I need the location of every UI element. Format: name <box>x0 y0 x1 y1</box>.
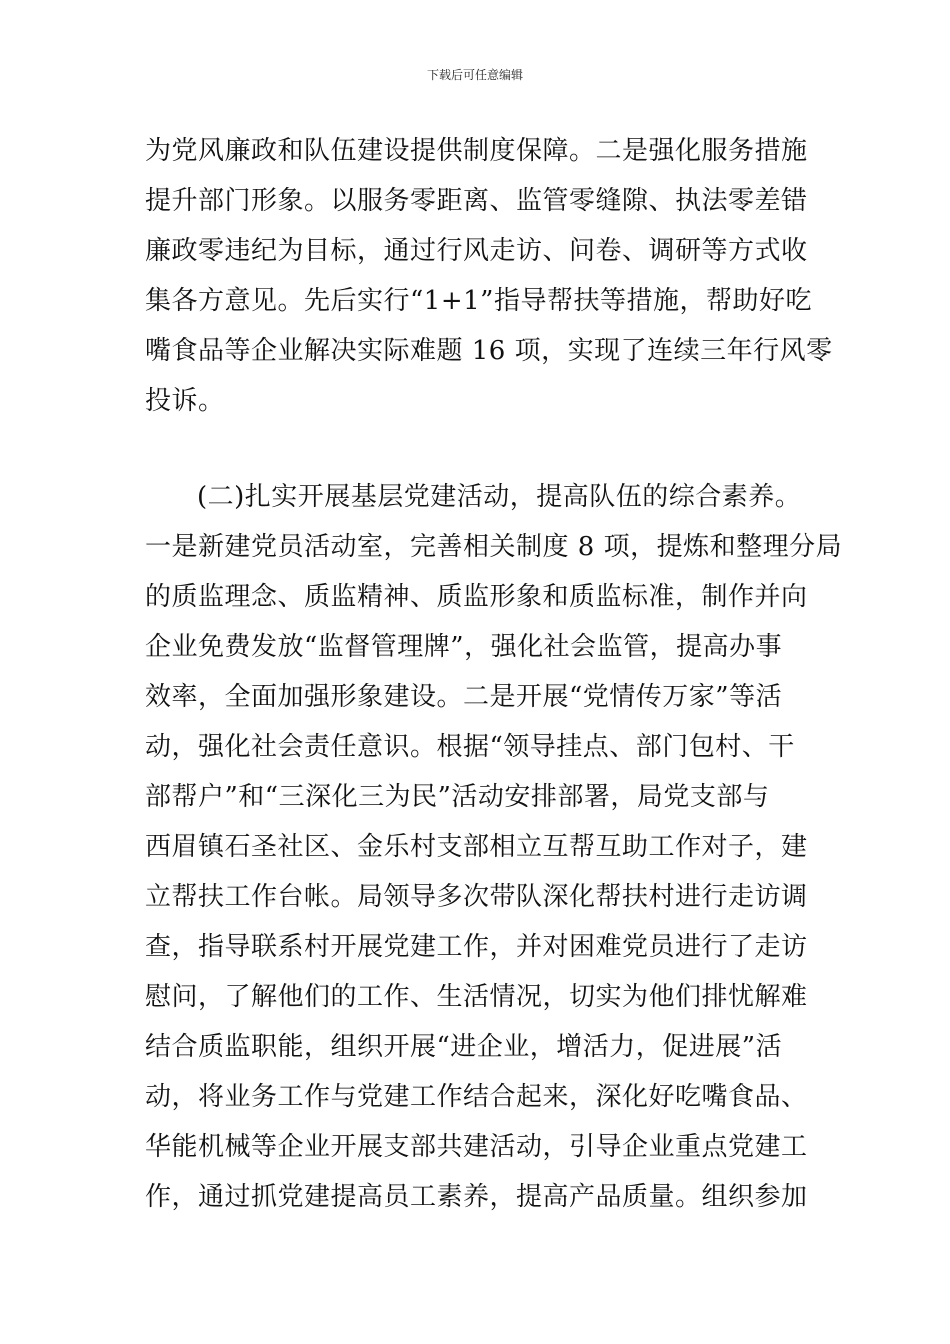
section-heading-line: (二)扎实开展基层党建活动，提高队伍的综合素养。 <box>197 482 802 512</box>
text-line: 效率，全面加强形象建设。二是开展“党情传万家”等活 <box>145 682 783 712</box>
text-line: 企业免费发放“监督管理牌”，强化社会监管，提高办事 <box>145 632 783 662</box>
text-line: 一是新建党员活动室，完善相关制度 8 项，提炼和整理分局 <box>145 532 843 562</box>
text-line: 部帮户”和“三深化三为民”活动安排部署，局党支部与 <box>145 782 770 812</box>
text-line: 嘴食品等企业解决实际难题 16 项，实现了连续三年行风零 <box>145 336 833 366</box>
text-line: 结合质监职能，组织开展“进企业，增活力，促进展”活 <box>145 1032 783 1062</box>
text-line: 慰问，了解他们的工作、生活情况，切实为他们排忧解难 <box>145 982 808 1012</box>
text-line: 为党风廉政和队伍建设提供制度保障。二是强化服务措施 <box>145 136 808 166</box>
text-line: 作，通过抓党建提高员工素养，提高产品质量。组织参加 <box>145 1182 808 1212</box>
page-header: 下载后可任意编辑 <box>426 68 523 82</box>
paragraph-1 <box>145 126 833 426</box>
text-line: 廉政零违纪为目标，通过行风走访、问卷、调研等方式收 <box>145 236 808 266</box>
text-line: 查，指导联系村开展党建工作，并对困难党员进行了走访 <box>145 932 808 962</box>
text-line: 投诉。 <box>145 386 225 416</box>
text-line: 集各方意见。先后实行“1+1”指导帮扶等措施，帮助好吃 <box>145 286 812 316</box>
text-line: 西眉镇石圣社区、金乐村支部相立互帮互助工作对子，建 <box>145 832 808 862</box>
text-line: 立帮扶工作台帐。局领导多次带队深化帮扶村进行走访调 <box>145 882 808 912</box>
text-line: 动，强化社会责任意识。根据“领导挂点、部门包村、干 <box>145 732 795 762</box>
text-line: 的质监理念、质监精神、质监形象和质监标准，制作并向 <box>145 582 808 612</box>
text-line: 华能机械等企业开展支部共建活动，引导企业重点党建工 <box>145 1132 808 1162</box>
text-line: 提升部门形象。以服务零距离、监管零缝隙、执法零差错 <box>145 186 808 216</box>
text-line: 动，将业务工作与党建工作结合起来，深化好吃嘴食品、 <box>145 1082 808 1112</box>
paragraph-2 <box>145 472 843 1222</box>
